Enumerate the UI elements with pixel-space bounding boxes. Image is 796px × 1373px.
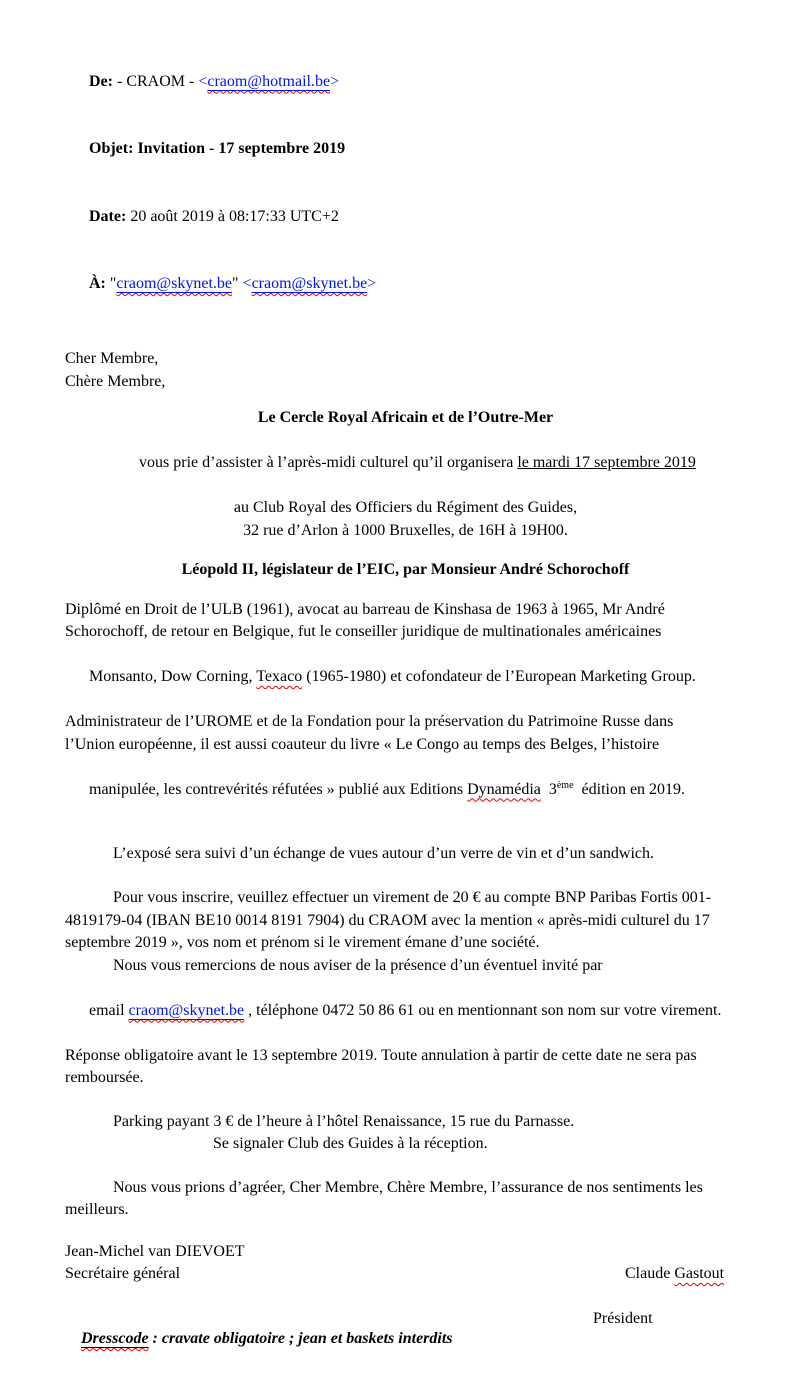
from-line [65, 48, 746, 116]
from-address-wrap [207, 73, 330, 90]
angle-bracket: > [330, 73, 339, 90]
rsvp-line-1: Nous vous remercions de nous aviser de la présence d’un éventuel invité par [65, 955, 746, 978]
from-email-link[interactable]: craom@hotmail.be [207, 73, 330, 90]
bio-line-2: Schorochoff, de retour en Belgique, fut le conseiller juridique de multinationales américaines [65, 621, 746, 644]
salutation-line-2: Chère Membre, [65, 371, 746, 394]
date-line [65, 183, 746, 251]
parking-line-1: Parking payant 3 € de l’heure à l’hôtel Renaissance, 15 rue du Parnasse. [65, 1111, 746, 1134]
signature-block [65, 1241, 746, 1286]
closing-line-1: Nous vous prions d’agréer, Cher Membre, Chère Membre, l’assurance de nos sentiments les [65, 1177, 746, 1200]
invitation-line-3: 32 rue d’Arlon à 1000 Bruxelles, de 16H à 19H00. [65, 520, 746, 543]
subject-text: Invitation - 17 septembre 2019 [133, 140, 345, 157]
signature-right-name-pre: Claude [625, 1265, 674, 1282]
bio-line-4: Administrateur de l’UROME et de la Fondation pour la préservation du Patrimoine Russe dans [65, 711, 746, 734]
bio-paragraph [65, 599, 746, 824]
bio-line-1: Diplômé en Droit de l’ULB (1961), avocat au barreau de Kinshasa de 1963 à 1965, Mr André [65, 599, 746, 622]
signature-right-name [593, 1241, 724, 1309]
to-address-wrap-2 [252, 275, 368, 292]
invitation-block [65, 407, 746, 542]
parking-line-2: Se signaler Club des Guides à la réception. [65, 1133, 746, 1156]
from-text: - CRAOM - [113, 73, 198, 90]
rsvp-line-2-pre: email [89, 1002, 129, 1019]
bio-line-6-mid: 3 [541, 781, 557, 798]
bio-line-3-post: (1965-1980) et cofondateur de l’European Marketing Group. [302, 668, 696, 685]
payment-paragraph [65, 887, 746, 955]
email-header [65, 48, 746, 318]
to-email-link-1[interactable]: craom@skynet.be [116, 275, 232, 292]
date-label: Date: [89, 208, 126, 225]
subject-line [65, 116, 746, 184]
invitation-line-1-text: vous prie d’assister à l’après-midi culturel qu’il organisera [139, 454, 517, 471]
to-address-wrap-1 [116, 275, 232, 292]
to-label: À: [89, 275, 106, 292]
ordinal-superscript: ème [557, 780, 574, 791]
signature-right-title: Président [593, 1308, 724, 1331]
rsvp-line-2 [65, 977, 746, 1045]
subject-label: Objet: [89, 140, 133, 157]
rsvp-email-wrap [129, 1002, 245, 1019]
signature-left-title: Secrétaire général [65, 1263, 746, 1286]
texaco-word: Texaco [256, 668, 302, 685]
dresscode-text: : cravate obligatoire ; jean et baskets interdits [149, 1330, 453, 1347]
salutation [65, 348, 746, 393]
rsvp-line-4: remboursée. [65, 1067, 746, 1090]
bio-line-6 [65, 756, 746, 824]
organization-name: Le Cercle Royal Africain et de l’Outre-Mer [65, 407, 746, 430]
angle-bracket: > [367, 275, 376, 292]
rsvp-email-link[interactable]: craom@skynet.be [129, 1002, 245, 1019]
rsvp-line-3: Réponse obligatoire avant le 13 septembre 2019. Toute annulation à partir de cette date ne sera pas [65, 1045, 746, 1068]
parking-info [65, 1111, 746, 1156]
signature-right [593, 1241, 724, 1331]
date-text: 20 août 2019 à 08:17:33 UTC+2 [126, 208, 339, 225]
to-email-link-2[interactable]: craom@skynet.be [252, 275, 368, 292]
dynamedia-word: Dynamédia [467, 781, 541, 798]
bio-line-3-pre: Monsanto, Dow Corning, [89, 668, 256, 685]
angle-bracket: < [198, 73, 207, 90]
payment-line-3: septembre 2019 », vos nom et prénom si le virement émane d’une société. [65, 932, 746, 955]
invitation-line-1 [65, 430, 746, 498]
dresscode-word-wrap [81, 1330, 149, 1347]
angle-bracket: < [243, 275, 252, 292]
bio-line-6-post: édition en 2019. [574, 781, 686, 798]
bio-line-5: l’Union européenne, il est aussi coauteur du livre « Le Congo au temps des Belges, l’histoire [65, 734, 746, 757]
talk-title: Léopold II, législateur de l’EIC, par Monsieur André Schorochoff [65, 559, 746, 582]
invitation-line-2: au Club Royal des Officiers du Régiment des Guides, [65, 497, 746, 520]
from-label: De: [89, 73, 113, 90]
closing-paragraph [65, 1177, 746, 1222]
bio-line-3 [65, 644, 746, 712]
expose-line: L’exposé sera suivi d’un échange de vues autour d’un verre de vin et d’un sandwich. [65, 843, 746, 866]
to-text-pre: " [106, 275, 117, 292]
salutation-line-1: Cher Membre, [65, 348, 746, 371]
event-date-underlined: le mardi 17 septembre 2019 [517, 454, 696, 471]
closing-line-2: meilleurs. [65, 1199, 746, 1222]
dresscode-word: Dresscode [81, 1330, 149, 1347]
signature-left-name: Jean-Michel van DIEVOET [65, 1241, 746, 1264]
payment-line-2: 4819179-04 (IBAN BE10 0014 8191 7904) du CRAOM avec la mention « après-midi culturel du 17 [65, 910, 746, 933]
gastout-word: Gastout [674, 1265, 724, 1282]
to-text-mid: " [232, 275, 243, 292]
rsvp-paragraph [65, 955, 746, 1090]
payment-line-1: Pour vous inscrire, veuillez effectuer un virement de 20 € au compte BNP Paribas Fortis 001- [65, 887, 746, 910]
to-line [65, 251, 746, 319]
bio-line-6-pre: manipulée, les contrevérités réfutées » publié aux Editions [89, 781, 467, 798]
rsvp-line-2-post: , téléphone 0472 50 86 61 ou en mentionnant son nom sur votre virement. [244, 1002, 721, 1019]
